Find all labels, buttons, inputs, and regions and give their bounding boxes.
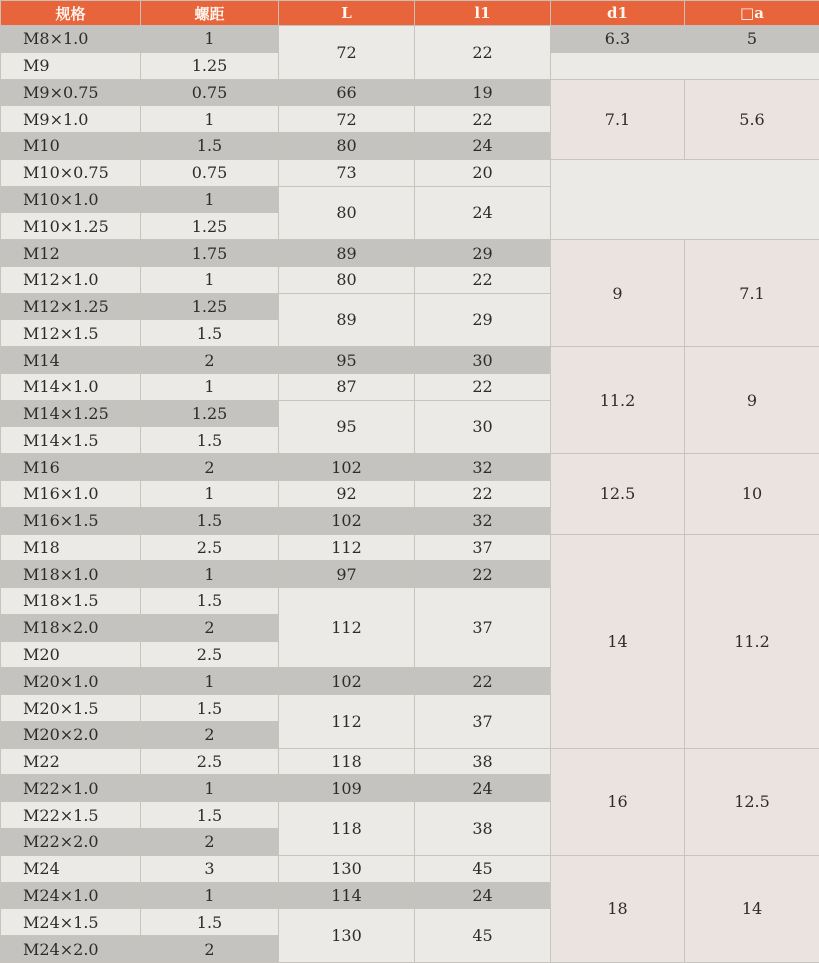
d1-cell: 12.5	[551, 454, 685, 534]
spec-cell: M10×1.0	[1, 186, 141, 213]
square-a-cell: 7.1	[685, 240, 819, 347]
pitch-cell: 1	[141, 106, 279, 133]
spec-cell: M14	[1, 347, 141, 374]
spec-cell: M16×1.5	[1, 507, 141, 534]
d1-cell: 6.3	[551, 26, 685, 53]
l1-cell: 30	[415, 400, 551, 454]
square-a-cell: 12.5	[685, 748, 819, 855]
d1-cell: 18	[551, 855, 685, 962]
length-cell: 102	[279, 507, 415, 534]
length-cell: 114	[279, 882, 415, 909]
l1-cell: 38	[415, 802, 551, 856]
table-row	[1, 855, 819, 882]
pitch-cell: 1	[141, 668, 279, 695]
table-row	[1, 186, 819, 213]
pitch-cell: 2	[141, 454, 279, 481]
length-cell: 102	[279, 454, 415, 481]
pitch-cell: 0.75	[141, 79, 279, 106]
length-cell: 72	[279, 26, 415, 80]
spec-cell: M20×1.0	[1, 668, 141, 695]
l1-cell: 24	[415, 775, 551, 802]
length-cell: 112	[279, 695, 415, 749]
pitch-cell: 1.5	[141, 427, 279, 454]
spec-cell: M24×1.5	[1, 909, 141, 936]
l1-cell: 38	[415, 748, 551, 775]
l1-cell: 22	[415, 668, 551, 695]
spec-cell: M12	[1, 240, 141, 267]
length-cell: 118	[279, 748, 415, 775]
length-cell: 80	[279, 186, 415, 240]
spec-cell: M24	[1, 855, 141, 882]
spec-cell: M22×1.5	[1, 802, 141, 829]
table-row	[1, 534, 819, 561]
spec-cell: M12×1.0	[1, 266, 141, 293]
pitch-cell: 1.75	[141, 240, 279, 267]
l1-cell: 24	[415, 133, 551, 160]
spec-cell: M10×0.75	[1, 159, 141, 186]
length-cell: 73	[279, 159, 415, 186]
length-cell: 66	[279, 79, 415, 106]
pitch-cell: 1.25	[141, 52, 279, 79]
pitch-cell: 1.5	[141, 802, 279, 829]
l1-cell: 45	[415, 855, 551, 882]
spec-cell: M18	[1, 534, 141, 561]
l1-cell: 22	[415, 106, 551, 133]
l1-cell: 37	[415, 588, 551, 668]
spec-cell: M14×1.25	[1, 400, 141, 427]
d1-cell: 14	[551, 534, 685, 748]
l1-cell: 32	[415, 507, 551, 534]
header-square-a: □a	[685, 1, 819, 26]
square-a-cell: 14	[685, 855, 819, 962]
l1-cell: 37	[415, 695, 551, 749]
pitch-cell: 2	[141, 936, 279, 963]
l1-cell: 29	[415, 240, 551, 267]
table-row	[1, 454, 819, 481]
spec-cell: M22×1.0	[1, 775, 141, 802]
spec-cell: M14×1.0	[1, 373, 141, 400]
spec-cell: M22×2.0	[1, 828, 141, 855]
l1-cell: 45	[415, 909, 551, 963]
table-row	[1, 159, 819, 186]
length-cell: 95	[279, 347, 415, 374]
header-pitch: 螺距	[141, 1, 279, 26]
header-row	[1, 1, 819, 26]
pitch-cell: 1.5	[141, 320, 279, 347]
table-row	[1, 347, 819, 374]
d1-cell: 11.2	[551, 347, 685, 454]
l1-cell: 30	[415, 347, 551, 374]
pitch-cell: 1.25	[141, 213, 279, 240]
spec-cell: M18×2.0	[1, 614, 141, 641]
pitch-cell: 2.5	[141, 534, 279, 561]
spec-cell: M14×1.5	[1, 427, 141, 454]
table-row	[1, 748, 819, 775]
spec-cell: M24×2.0	[1, 936, 141, 963]
table-row	[1, 79, 819, 106]
l1-cell: 22	[415, 26, 551, 80]
pitch-cell: 1.25	[141, 400, 279, 427]
pitch-cell: 2	[141, 614, 279, 641]
l1-cell: 29	[415, 293, 551, 347]
pitch-cell: 1	[141, 561, 279, 588]
l1-cell: 20	[415, 159, 551, 186]
l1-cell: 22	[415, 266, 551, 293]
pitch-cell: 1.25	[141, 293, 279, 320]
pitch-cell: 1.5	[141, 909, 279, 936]
length-cell: 80	[279, 266, 415, 293]
pitch-cell: 3	[141, 855, 279, 882]
spec-cell: M10	[1, 133, 141, 160]
pitch-cell: 1.5	[141, 133, 279, 160]
l1-cell: 22	[415, 373, 551, 400]
length-cell: 130	[279, 909, 415, 963]
spec-cell: M20×1.5	[1, 695, 141, 722]
table-row	[1, 26, 819, 53]
l1-cell: 19	[415, 79, 551, 106]
spec-cell: M9	[1, 52, 141, 79]
length-cell: 80	[279, 133, 415, 160]
spec-cell: M20×2.0	[1, 721, 141, 748]
pitch-cell: 1	[141, 26, 279, 53]
l1-cell: 22	[415, 561, 551, 588]
l1-cell: 24	[415, 186, 551, 240]
table-body	[1, 26, 819, 963]
spec-cell: M10×1.25	[1, 213, 141, 240]
length-cell: 112	[279, 588, 415, 668]
pitch-cell: 1	[141, 373, 279, 400]
length-cell: 118	[279, 802, 415, 856]
spec-cell: M9×1.0	[1, 106, 141, 133]
d1-cell: 9	[551, 240, 685, 347]
pitch-cell: 1	[141, 882, 279, 909]
pitch-cell: 1	[141, 186, 279, 213]
d1-cell: 16	[551, 748, 685, 855]
length-cell: 72	[279, 106, 415, 133]
square-a-cell: 10	[685, 454, 819, 534]
length-cell: 112	[279, 534, 415, 561]
length-cell: 89	[279, 240, 415, 267]
length-cell: 95	[279, 400, 415, 454]
spec-cell: M12×1.5	[1, 320, 141, 347]
square-a-cell: 9	[685, 347, 819, 454]
length-cell: 89	[279, 293, 415, 347]
pitch-cell: 2.5	[141, 641, 279, 668]
length-cell: 102	[279, 668, 415, 695]
spec-cell: M24×1.0	[1, 882, 141, 909]
pitch-cell: 1.5	[141, 695, 279, 722]
spec-cell: M8×1.0	[1, 26, 141, 53]
header-d1: d1	[551, 1, 685, 26]
l1-cell: 37	[415, 534, 551, 561]
spec-cell: M22	[1, 748, 141, 775]
l1-cell: 22	[415, 481, 551, 508]
length-cell: 109	[279, 775, 415, 802]
length-cell: 97	[279, 561, 415, 588]
pitch-cell: 1.5	[141, 588, 279, 615]
header-spec: 规格	[1, 1, 141, 26]
pitch-cell: 0.75	[141, 159, 279, 186]
pitch-cell: 2	[141, 721, 279, 748]
pitch-cell: 2.5	[141, 748, 279, 775]
pitch-cell: 2	[141, 828, 279, 855]
pitch-cell: 2	[141, 347, 279, 374]
spec-cell: M18×1.0	[1, 561, 141, 588]
header-length: L	[279, 1, 415, 26]
square-a-cell: 5.6	[685, 79, 819, 159]
pitch-cell: 1	[141, 266, 279, 293]
l1-cell: 24	[415, 882, 551, 909]
table-row	[1, 240, 819, 267]
length-cell: 87	[279, 373, 415, 400]
l1-cell: 32	[415, 454, 551, 481]
length-cell: 130	[279, 855, 415, 882]
spec-cell: M16	[1, 454, 141, 481]
square-a-cell: 5	[685, 26, 819, 53]
spec-cell: M9×0.75	[1, 79, 141, 106]
length-cell: 92	[279, 481, 415, 508]
pitch-cell: 1	[141, 775, 279, 802]
pitch-cell: 1.5	[141, 507, 279, 534]
header-l1: l1	[415, 1, 551, 26]
pitch-cell: 1	[141, 481, 279, 508]
spec-cell: M20	[1, 641, 141, 668]
spec-cell: M12×1.25	[1, 293, 141, 320]
d1-cell: 7.1	[551, 79, 685, 159]
square-a-cell: 11.2	[685, 534, 819, 748]
spec-cell: M18×1.5	[1, 588, 141, 615]
spec-cell: M16×1.0	[1, 481, 141, 508]
